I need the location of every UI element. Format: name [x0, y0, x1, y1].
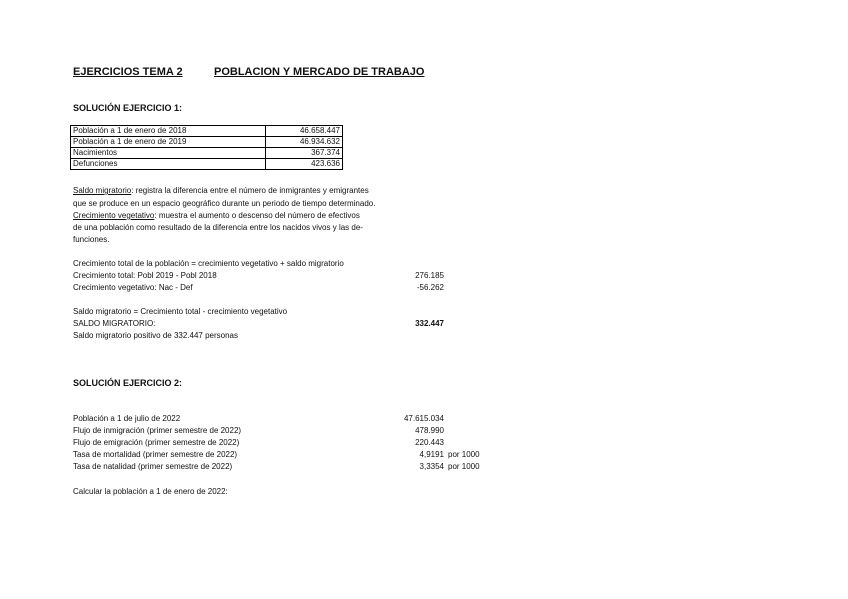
formula-crecimiento-total: Crecimiento total de la población = crecimiento vegetativo + saldo migratorio: [73, 259, 344, 268]
formula-saldo-migratorio: Saldo migratorio = Crecimiento total - crecimiento vegetativo: [73, 307, 288, 316]
definition-term: Saldo migratorio: [73, 186, 132, 195]
ej2-row-value: 3,3354: [419, 462, 444, 471]
ej2-row-label: Tasa de mortalidad (primer semestre de 2022): [73, 450, 238, 459]
table-cell-value: 46.658.447: [266, 126, 343, 137]
definition-saldo-line2: que se produce en un espacio geográfico durante un periodo de tiempo determinado.: [73, 199, 376, 208]
saldo-migratorio-label: SALDO MIGRATORIO:: [73, 319, 156, 328]
doc-title-right: POBLACION Y MERCADO DE TRABAJO: [214, 66, 425, 78]
ej2-row-value: 4,9191: [419, 450, 444, 459]
ejercicio1-heading: SOLUCIÓN EJERCICIO 1:: [73, 103, 183, 113]
definition-crecimiento-line2: de una población como resultado de la diferencia entre los nacidos vivos y las de-: [73, 223, 363, 232]
definition-text: : registra la diferencia entre el número de inmigrantes y emigrantes: [131, 186, 369, 195]
ej2-row-label: Flujo de inmigración (primer semestre de 2022): [73, 426, 242, 435]
ej2-row-label: Flujo de emigración (primer semestre de 2022): [73, 438, 240, 447]
definition-crecimiento-line1: [73, 211, 360, 220]
table-cell-value: 367.374: [266, 148, 343, 159]
ejercicio2-heading: SOLUCIÓN EJERCICIO 2:: [73, 378, 183, 388]
saldo-migratorio-value: 332.447: [415, 319, 444, 328]
table-row: [71, 137, 343, 148]
table-cell-label: Nacimientos: [71, 148, 266, 159]
ej2-row-unit: por 1000: [448, 462, 480, 471]
table-row: [71, 159, 343, 170]
table-row: [71, 148, 343, 159]
table-cell-value: 423.636: [266, 159, 343, 170]
ej2-question: Calcular la población a 1 de enero de 2022:: [73, 487, 228, 496]
definition-text: : muestra el aumento o descenso del número de efectivos: [154, 211, 360, 220]
ej2-row-value: 47.615.034: [403, 414, 444, 423]
ej2-row-unit: por 1000: [448, 450, 480, 459]
ej2-row-label: Población a 1 de julio de 2022: [73, 414, 181, 423]
ej2-row-label: Tasa de natalidad (primer semestre de 2022): [73, 462, 233, 471]
definition-saldo-line1: [73, 186, 369, 195]
table-cell-label: Población a 1 de enero de 2018: [71, 126, 266, 137]
row-crecimiento-total-label: Crecimiento total: Pobl 2019 - Pobl 2018: [73, 271, 217, 280]
row-crecimiento-vegetativo-label: Crecimiento vegetativo: Nac - Def: [73, 283, 193, 292]
saldo-migratorio-conclusion: Saldo migratorio positivo de 332.447 personas: [73, 331, 238, 340]
definition-crecimiento-line3: funciones.: [73, 235, 110, 244]
ej2-row-value: 478.990: [415, 426, 444, 435]
row-crecimiento-total-value: 276.185: [415, 271, 444, 280]
table-cell-label: Población a 1 de enero de 2019: [71, 137, 266, 148]
row-crecimiento-vegetativo-value: -56.262: [416, 283, 444, 292]
table-cell-value: 46.934.632: [266, 137, 343, 148]
table-row: [71, 126, 343, 137]
definition-term: Crecimiento vegetativo: [73, 211, 155, 220]
table-cell-label: Defunciones: [71, 159, 266, 170]
population-table: [70, 125, 343, 170]
doc-title-left: EJERCICIOS TEMA 2: [73, 66, 183, 78]
ej2-row-value: 220.443: [415, 438, 444, 447]
